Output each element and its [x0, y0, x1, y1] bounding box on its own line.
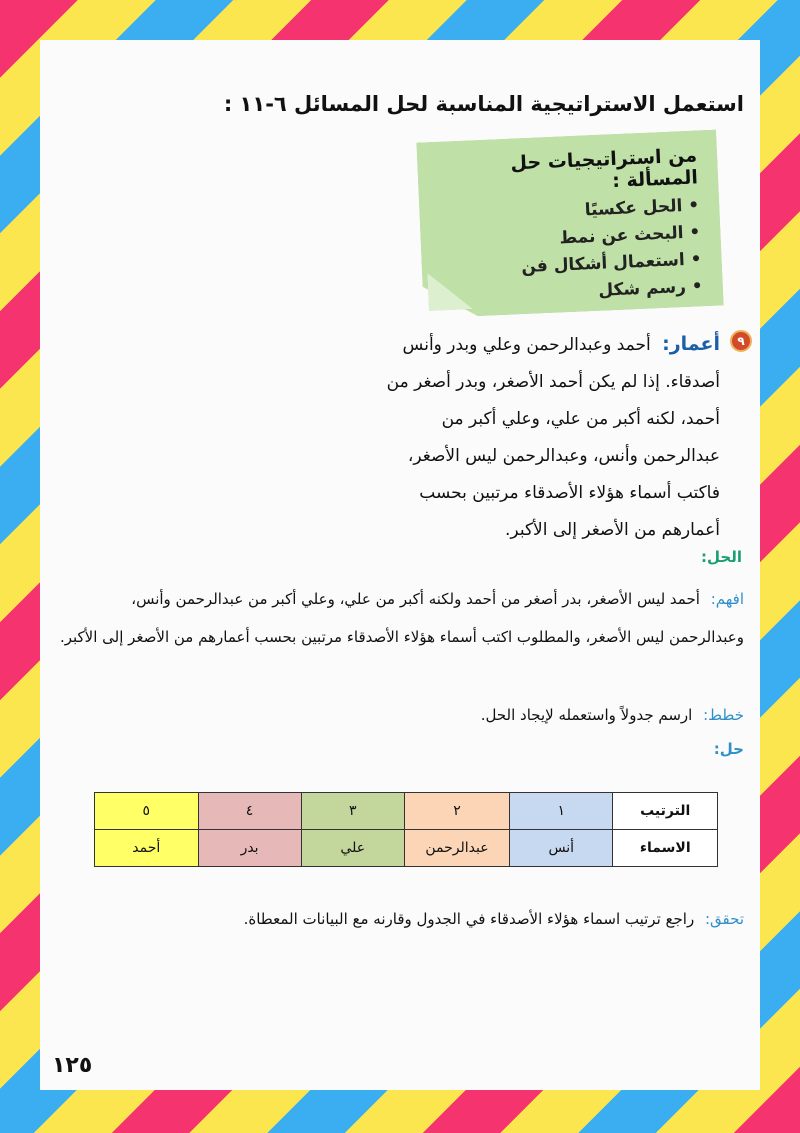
rank-cell: ١ [510, 793, 613, 830]
strategies-list [439, 192, 703, 311]
solve-label: حل: [713, 740, 744, 758]
name-cell: بدر [198, 830, 301, 867]
name-cell: عبدالرحمن [404, 830, 509, 867]
name-cell: علي [301, 830, 404, 867]
names-header-cell: الاسماء [613, 830, 718, 867]
problem-9 [360, 326, 752, 549]
problem-title: أعمار: [662, 333, 720, 355]
strategies-title: من استراتيجيات حل المسألة : [510, 144, 699, 193]
check-section [54, 900, 744, 938]
understand-section [54, 580, 744, 656]
name-cell: أنس [510, 830, 613, 867]
plan-label: خطط: [703, 706, 744, 724]
section-headline: استعمل الاستراتيجية المناسبة لحل المسائل ٦-١١ : [223, 92, 744, 116]
rank-header-cell: الترتيب [613, 793, 718, 830]
check-label: تحقق: [704, 910, 744, 928]
table-row-names [95, 830, 718, 867]
rank-cell: ٤ [198, 793, 301, 830]
table-row-ranks [95, 793, 718, 830]
solution-label: الحل: [701, 548, 742, 566]
understand-label: افهم: [710, 590, 744, 608]
rank-cell: ٣ [301, 793, 404, 830]
strategies-content [437, 144, 704, 311]
textbook-page [40, 40, 760, 1090]
check-text: راجع ترتيب اسماء هؤلاء الأصدقاء في الجدول وقارنه مع البيانات المعطاة. [243, 910, 695, 928]
understand-text: أحمد ليس الأصغر، بدر أصغر من أحمد ولكنه أكبر من علي، وعلي أكبر من عبدالرحمن وأنس، وعبدالرحمن ليس الأصغر، والمطلوب اكتب أسماء هؤلاء الأصدقاء مرتبين بحسب أعمارهم من الأصغر إلى الأكبر. [59, 590, 744, 646]
strategy-item: • الحل عكسيًا [439, 192, 700, 230]
strategy-item: • استعمال أشكال فن [441, 246, 702, 284]
problem-number-badge: ٩ [730, 330, 752, 352]
strategy-item: • البحث عن نمط [440, 219, 701, 257]
rank-cell: ٢ [404, 793, 509, 830]
ranking-table [94, 792, 718, 867]
plan-section [54, 696, 744, 734]
problem-text: أحمد وعبدالرحمن وعلي وبدر وأنس أصدقاء. إذا لم يكن أحمد الأصغر، وبدر أصغر من أحمد، لكنه أكبر من علي، وعلي أكبر من عبدالرحمن وأنس، وعبدالرحمن ليس الأصغر، فاكتب أسماء هؤلاء الأصدقاء مرتبين بحسب أعمارهم من الأصغر إلى الأكبر. [386, 335, 720, 540]
strategies-sticky-note [420, 136, 720, 312]
rank-cell: ٥ [95, 793, 199, 830]
page-number: ١٢٥ [52, 1053, 93, 1078]
name-cell: أحمد [95, 830, 199, 867]
strategy-item: • رسم شكل [442, 273, 703, 311]
problem-statement [360, 326, 720, 549]
plan-text: ارسم جدولاً واستعمله لإيجاد الحل. [480, 706, 693, 724]
